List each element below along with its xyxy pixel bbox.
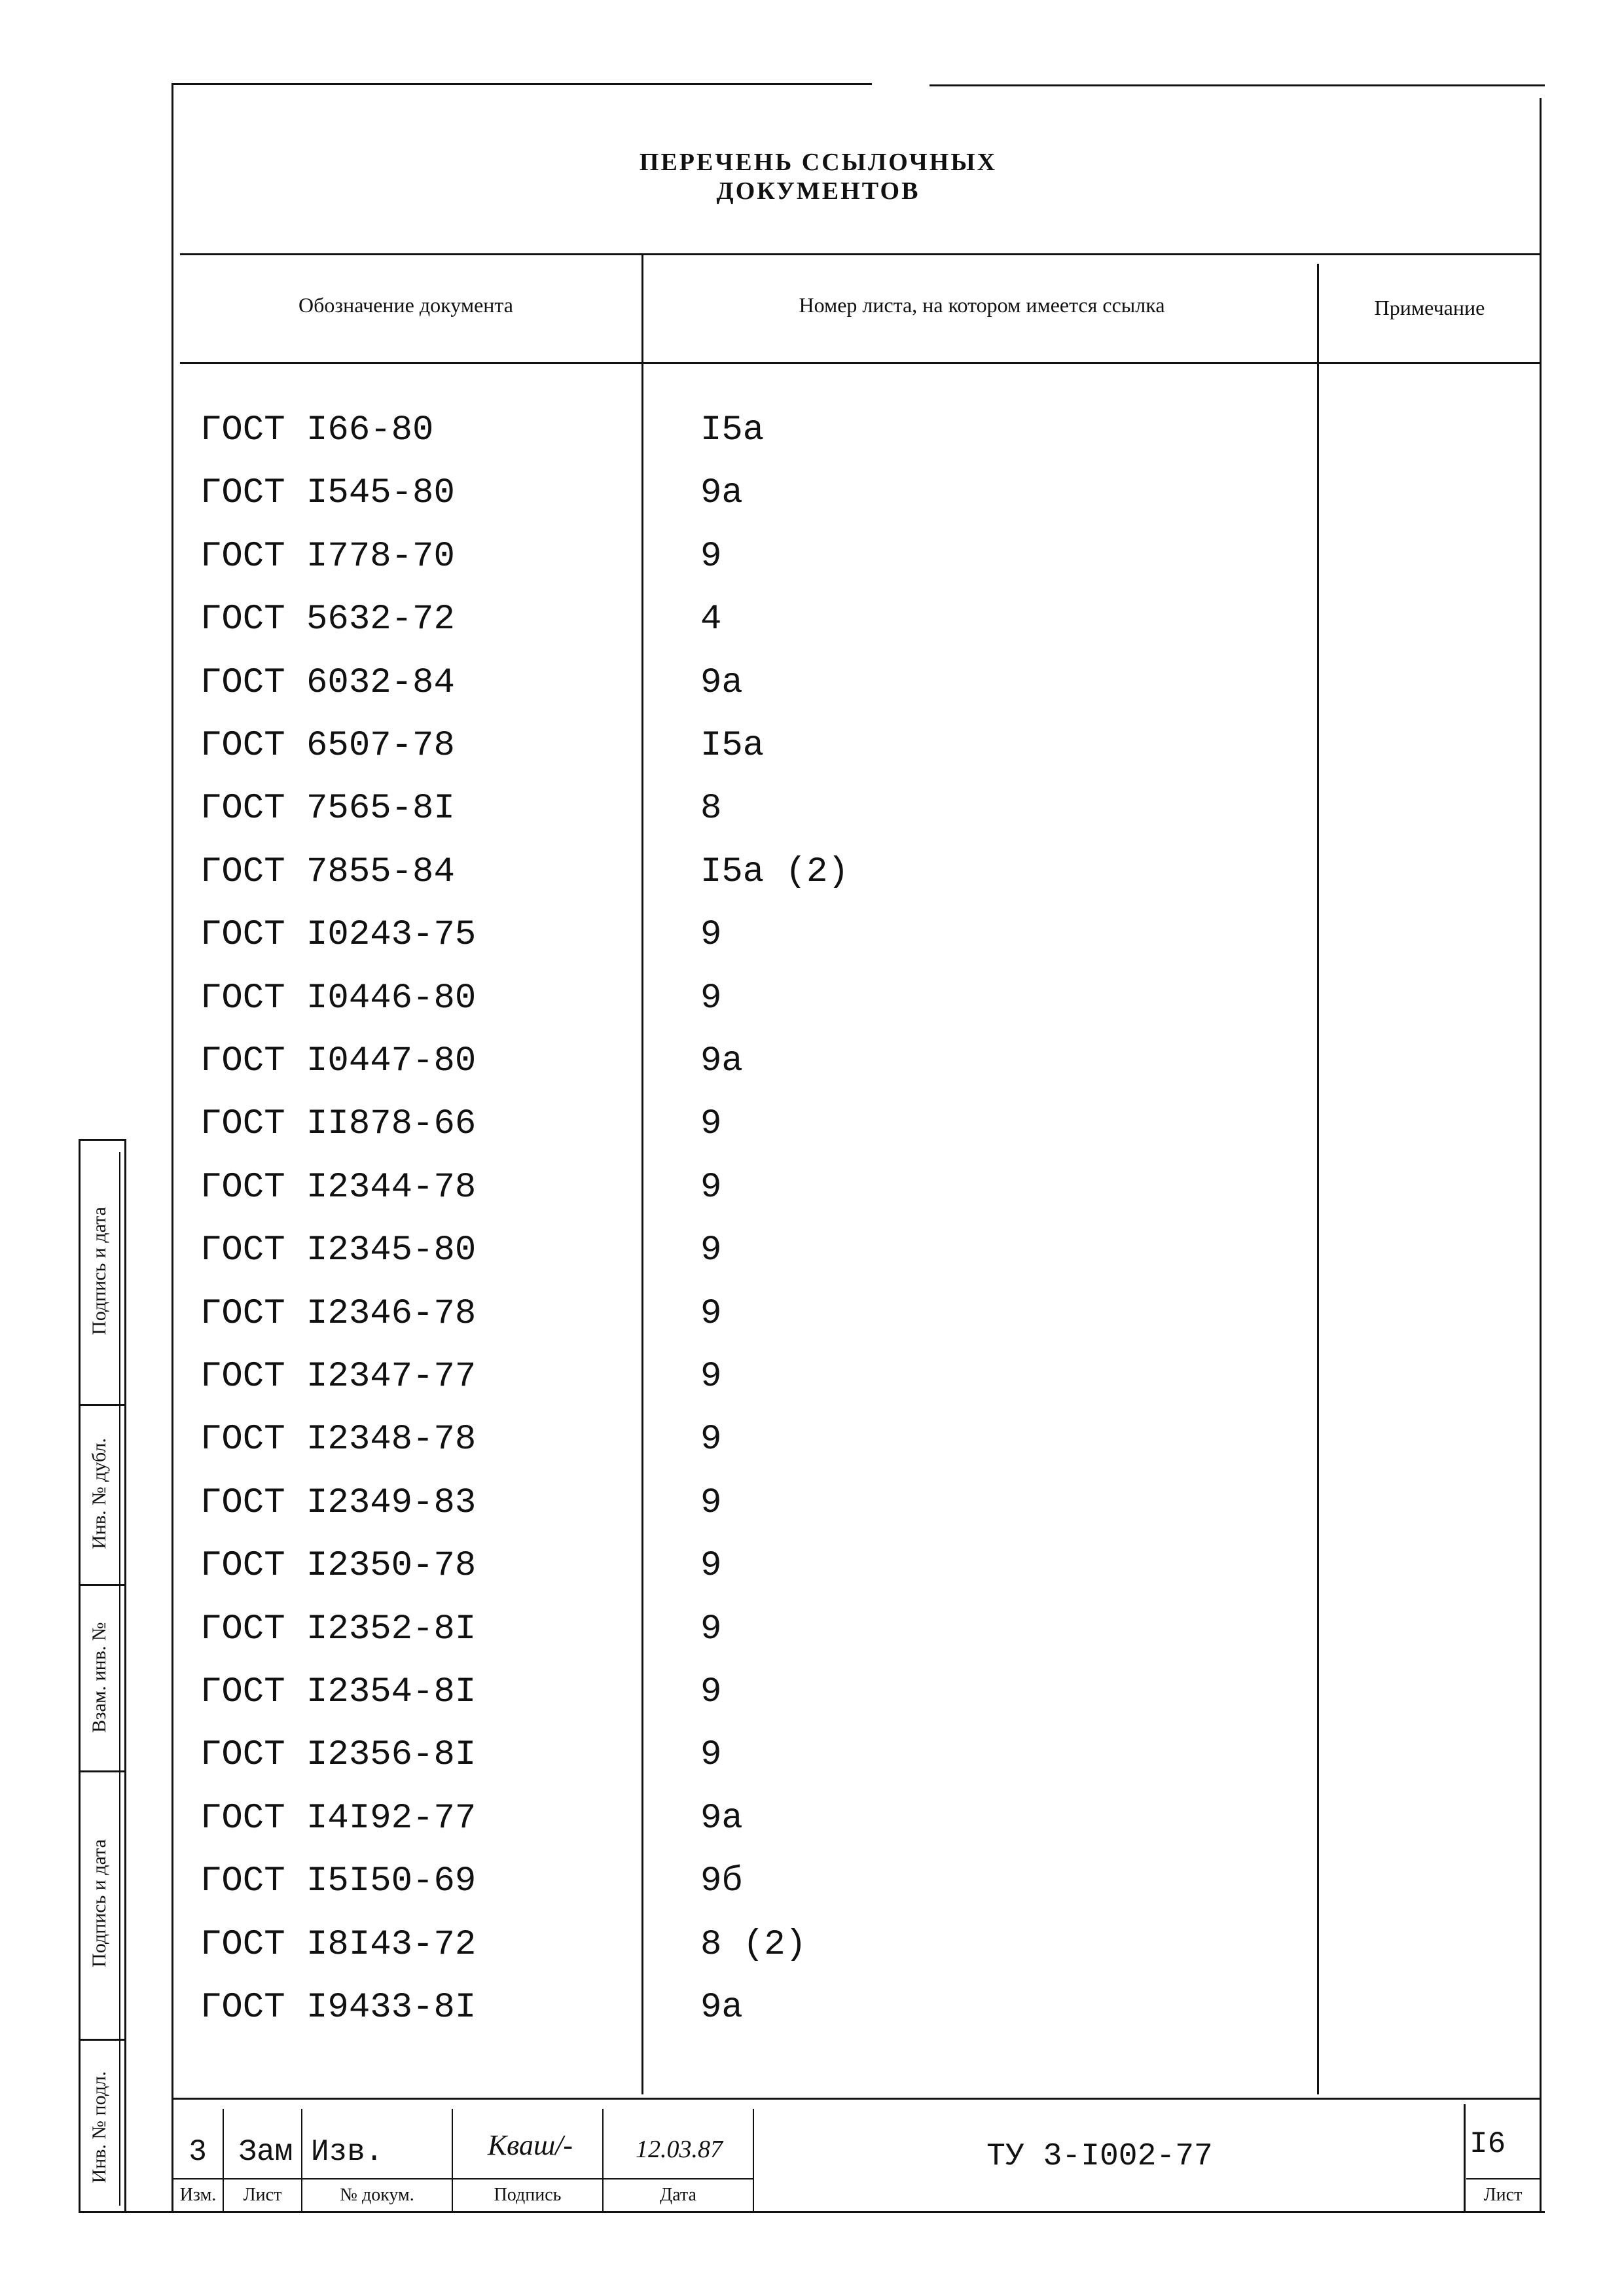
document-designation-cell: ГОСТ I66-80 [200,410,434,450]
title-block-label-signature: Подпись [494,2185,562,2205]
sheet-number-cell: 9 [700,1104,722,1144]
sheet-number-cell: 9 [700,537,722,577]
sheet-number-cell: 9 [700,1546,722,1586]
title-block-top-rule [171,2098,1541,2100]
document-designation-cell: ГОСТ 6032-84 [200,663,455,703]
tb-mid-rule [173,2178,753,2179]
document-designation-cell: ГОСТ I545-80 [200,473,455,513]
side-stamp-right-border [124,1139,126,2212]
title-block-izm-value: 3 [189,2135,207,2169]
sheet-number-cell: 9 [700,1609,722,1649]
sheet-number-cell: 9a [700,473,743,513]
document-designation-cell: ГОСТ I2347-77 [200,1357,477,1397]
table-row [177,1093,1316,1156]
table-row [177,1724,1316,1787]
title-block-label-date: Дата [660,2185,696,2205]
column-header-sheet: Номер листа, на котором имеется ссылка [799,293,1165,317]
frame-right [1540,98,1542,2212]
column-header-note: Примечание [1374,296,1485,319]
sheet-number-cell: 9 [700,1420,722,1460]
sheet-number-cell: 9a [700,1041,743,1081]
table-row [177,652,1316,715]
table-row [177,967,1316,1030]
document-designation-cell: ГОСТ I0446-80 [200,978,477,1018]
sheet-number: I6 [1470,2127,1506,2161]
sheet-number-cell: 9 [700,1735,722,1775]
side-stamp-vzam-inv: Взам. инв. № [88,1622,110,1733]
sheet-number-cell: 9a [700,663,743,703]
document-designation-cell: ГОСТ I2344-78 [200,1168,477,1208]
sheet-number-cell: 9 [700,1168,722,1208]
document-designation-cell: ГОСТ I778-70 [200,537,455,577]
document-designation-cell: ГОСТ I0243-75 [200,915,477,955]
table-row [177,841,1316,904]
table-row [177,1157,1316,1219]
table-row [177,399,1316,462]
document-designation-cell: ГОСТ I2346-78 [200,1294,477,1334]
sheet-number-cell: 9б [700,1861,743,1901]
title-block-label-sheet: Лист [1483,2185,1523,2205]
table-row [177,1346,1316,1408]
document-designation-cell: ГОСТ I2350-78 [200,1546,477,1586]
side-stamp-inv-dubl: Инв. № дубл. [88,1438,110,1549]
document-designation-cell: ГОСТ I8I43-72 [200,1925,477,1965]
table-row [177,904,1316,967]
sheet-number-cell: 9a [700,1799,743,1839]
sheet-number-cell: 8 (2) [700,1925,807,1965]
column-separator-2 [1317,264,1319,2094]
sheet-number-cell: 4 [700,600,722,639]
table-row [177,1408,1316,1471]
sheet-number-cell: 8 [700,789,722,829]
sheet-number-cell: I5a (2) [700,852,849,892]
sheet-number-cell: 9 [700,1294,722,1334]
table-row [177,1535,1316,1598]
document-designation-cell: ГОСТ II878-66 [200,1104,477,1144]
sheet-number-cell: 9 [700,1357,722,1397]
table-row [177,588,1316,651]
document-designation-cell: ГОСТ 7565-8I [200,789,455,829]
title-block-label-list: Лист [243,2185,282,2205]
table-row [177,1661,1316,1724]
tb-sep-6 [1464,2104,1466,2211]
frame-top-left [171,83,872,85]
title-block-list-value: Зам [238,2135,293,2169]
document-designation-cell: ГОСТ I2356-8I [200,1735,477,1775]
document-designation-cell: ГОСТ I4I92-77 [200,1799,477,1839]
table-row [177,1977,1316,2039]
table-row [177,526,1316,588]
table-row [177,462,1316,525]
title-block-date-value: 12.03.87 [636,2136,723,2163]
table-row [177,1787,1316,1850]
document-designation-cell: ГОСТ I2348-78 [200,1420,477,1460]
document-designation-cell: ГОСТ 5632-72 [200,600,455,639]
table-row [177,1850,1316,1913]
document-designation-cell: ГОСТ 6507-78 [200,726,455,766]
document-designation-cell: ГОСТ I0447-80 [200,1041,477,1081]
side-stamp-signature-date-bottom: Подпись и дата [88,1839,110,1967]
table-row [177,778,1316,840]
table-row [177,1914,1316,1977]
column-header-document: Обозначение документа [298,293,513,317]
document-designation-cell: ГОСТ I2345-80 [200,1230,477,1270]
header-bottom-rule [180,362,1540,364]
table-row [177,1283,1316,1346]
sheet-number-cell: 9a [700,1988,743,2028]
document-designation-cell: ГОСТ I5I50-69 [200,1861,477,1901]
tb-sep-5 [753,2109,754,2211]
page-title: ПЕРЕЧЕНЬ ССЫЛОЧНЫХ ДОКУМЕНТОВ [639,149,998,205]
sheet-number-cell: 9 [700,1672,722,1712]
sheet-number-cell: 9 [700,1230,722,1270]
document-designation: ТУ 3-I002-77 [986,2139,1213,2174]
table-row [177,1472,1316,1535]
document-designation-cell: ГОСТ I9433-8I [200,1988,477,2028]
document-designation-cell: ГОСТ I2349-83 [200,1483,477,1523]
sheet-number-cell: 9 [700,1483,722,1523]
table-row [177,1598,1316,1661]
table-row [177,1219,1316,1282]
document-designation-cell: ГОСТ I2354-8I [200,1672,477,1712]
document-designation-cell: ГОСТ 7855-84 [200,852,455,892]
side-stamp-signature-date-top: Подпись и дата [88,1207,110,1335]
frame-bottom [79,2211,1545,2213]
sheet-number-cell: 9 [700,915,722,955]
side-stamp-inner-line [119,1152,120,2206]
table-row [177,1030,1316,1093]
sheet-number-cell: I5a [700,410,765,450]
table-row [177,715,1316,778]
title-block-label-izm: Изм. [179,2185,217,2205]
header-top-rule [180,253,1540,255]
title-block-label-doc-number: № докум. [340,2185,414,2205]
title-block-doc-value: Изв. [311,2135,384,2169]
side-stamp-inv-podl: Инв. № подл. [88,2071,110,2183]
frame-top-right [929,84,1545,86]
document-designation-cell: ГОСТ I2352-8I [200,1609,477,1649]
title-block-signature: Кваш/- [487,2129,573,2161]
sheet-number-cell: I5a [700,726,765,766]
side-stamp-left-border [79,1139,81,2212]
tb-sheet-rule [1466,2178,1540,2179]
frame-left [171,85,173,2212]
sheet-number-cell: 9 [700,978,722,1018]
